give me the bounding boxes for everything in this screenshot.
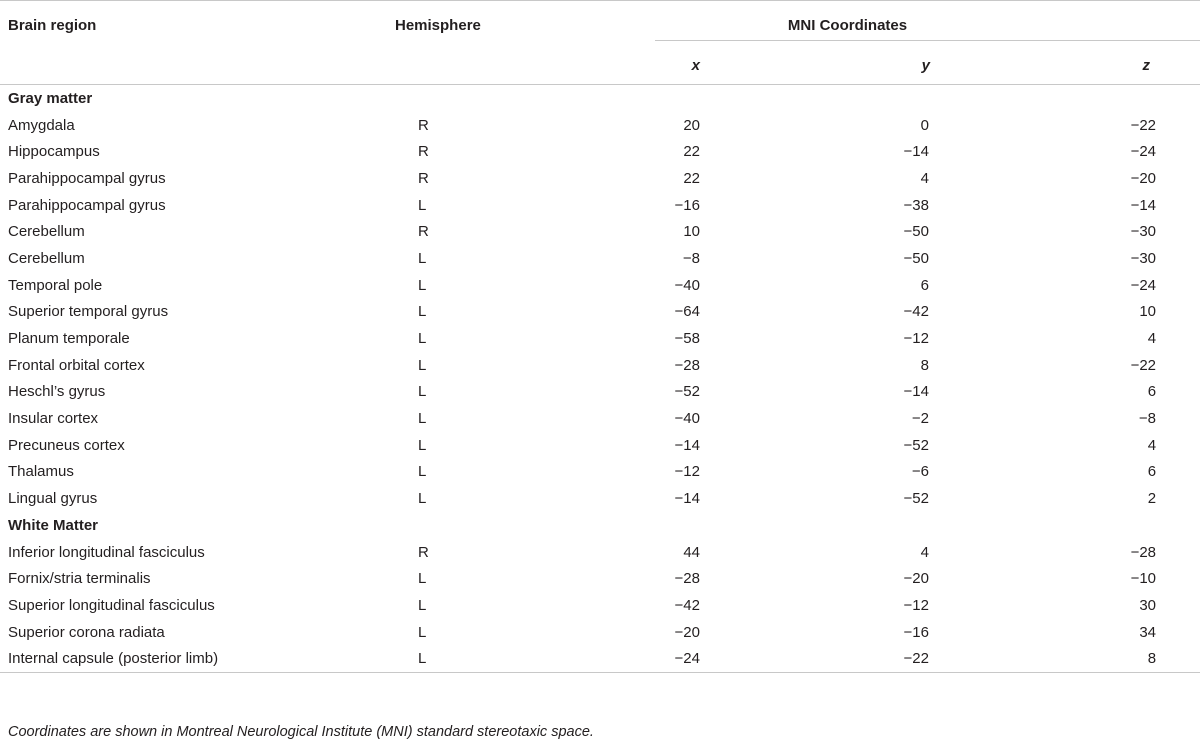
cell-z: 8 xyxy=(977,645,1200,672)
table-row xyxy=(0,432,1200,459)
cell-region: Planum temporale xyxy=(8,330,130,348)
table-row xyxy=(0,218,1200,245)
cell-y: −52 xyxy=(903,436,929,454)
cell-x: −40 xyxy=(674,410,700,428)
cell-region: Thalamus xyxy=(8,463,74,481)
cell-y: −12 xyxy=(903,596,929,614)
cell-x: −40 xyxy=(674,276,700,294)
cell-region: Parahippocampal gyrus xyxy=(8,196,166,214)
cell-z: 34 xyxy=(1139,623,1157,641)
table-header xyxy=(0,1,1200,85)
cell-region: Amygdala xyxy=(8,116,75,134)
cell-hemisphere: R xyxy=(418,223,429,241)
table-footnote: Coordinates are shown in Montreal Neurological Institute (MNI) standard stereotaxic space. xyxy=(8,724,594,740)
table-row xyxy=(0,645,1200,672)
cell-region: Frontal orbital cortex xyxy=(8,356,145,374)
cell-region: Internal capsule (posterior limb) xyxy=(0,645,395,672)
cell-x: −20 xyxy=(674,623,700,641)
cell-y: −14 xyxy=(903,383,929,401)
cell-region: Superior longitudinal fasciculus xyxy=(8,596,215,614)
cell-region: Superior temporal gyrus xyxy=(8,303,169,321)
cell-hemisphere: L xyxy=(418,303,427,321)
cell-x: −58 xyxy=(674,330,700,348)
cell-z: 30 xyxy=(1139,596,1157,614)
cell-x: 10 xyxy=(683,223,700,241)
cell-hemisphere: L xyxy=(418,383,427,401)
table-row xyxy=(0,459,1200,486)
header-y: y xyxy=(921,57,930,74)
cell-hemisphere: L xyxy=(418,570,427,588)
cell-z: −14 xyxy=(1130,196,1157,214)
section-row xyxy=(0,85,1200,112)
table-row xyxy=(0,245,1200,272)
header-row-1 xyxy=(0,1,1200,41)
cell-y: −12 xyxy=(903,330,929,348)
cell-hemisphere: L xyxy=(418,330,427,348)
cell-x: −28 xyxy=(674,356,700,374)
table-row xyxy=(0,592,1200,619)
cell-z: −28 xyxy=(1130,543,1157,561)
cell-hemisphere: L xyxy=(418,623,427,641)
table-row xyxy=(0,165,1200,192)
cell-hemisphere: L xyxy=(418,596,427,614)
header-x: x xyxy=(691,57,700,74)
cell-hemisphere: R xyxy=(418,169,429,187)
cell-x: −64 xyxy=(674,303,700,321)
cell-z: 6 xyxy=(1147,383,1157,401)
cell-x: −12 xyxy=(674,463,700,481)
cell-hemisphere: L xyxy=(418,249,427,267)
cell-x: 22 xyxy=(683,169,700,187)
cell-x: 44 xyxy=(683,543,700,561)
cell-x: −16 xyxy=(674,196,700,214)
cell-region: Precuneus cortex xyxy=(8,436,125,454)
cell-z: −22 xyxy=(1130,356,1157,374)
table-row xyxy=(0,565,1200,592)
cell-x: 22 xyxy=(683,143,700,161)
table-row xyxy=(0,299,1200,326)
cell-z: −22 xyxy=(1130,116,1157,134)
table-row xyxy=(0,325,1200,352)
table-row xyxy=(0,138,1200,165)
cell-y: 4 xyxy=(920,169,929,187)
table-row xyxy=(0,539,1200,566)
header-mni-label: MNI Coordinates xyxy=(787,17,908,34)
cell-y: 8 xyxy=(920,356,929,374)
cell-hemisphere: L xyxy=(418,196,427,214)
cell-y: −6 xyxy=(911,463,929,481)
table-row xyxy=(0,379,1200,406)
cell-y: 0 xyxy=(920,116,929,134)
cell-z: −30 xyxy=(1130,249,1157,267)
header-brain-region: Brain region xyxy=(0,1,395,41)
cell-z: 2 xyxy=(1147,490,1157,508)
cell-region: Lingual gyrus xyxy=(8,490,98,508)
table-body xyxy=(0,85,1200,673)
cell-region: Temporal pole xyxy=(8,276,103,294)
cell-y: 6 xyxy=(920,276,929,294)
header-z: z xyxy=(1142,57,1151,74)
cell-y: −50 xyxy=(903,223,929,241)
cell-z: 4 xyxy=(1147,330,1157,348)
header-empty-1 xyxy=(0,41,395,85)
cell-x: 20 xyxy=(683,116,700,134)
cell-x: −14 xyxy=(674,436,700,454)
header-mni-coordinates xyxy=(655,1,1200,41)
cell-y: −38 xyxy=(903,196,929,214)
cell-y: 4 xyxy=(920,543,929,561)
cell-z: −24 xyxy=(1130,276,1157,294)
cell-x: −14 xyxy=(674,490,700,508)
cell-hemisphere: R xyxy=(418,116,429,134)
header-row-2 xyxy=(0,41,1200,85)
header-empty-2 xyxy=(395,41,655,85)
cell-y: −42 xyxy=(903,303,929,321)
cell-z: −24 xyxy=(1130,143,1157,161)
cell-hemisphere: L xyxy=(418,490,427,508)
cell-region: Heschl’s gyrus xyxy=(8,383,106,401)
cell-hemisphere: R xyxy=(418,543,429,561)
section-title: White Matter xyxy=(8,516,98,534)
cell-z: −8 xyxy=(1138,410,1157,428)
cell-y: −22 xyxy=(712,645,977,672)
cell-region: Insular cortex xyxy=(8,410,99,428)
cell-z: −10 xyxy=(1130,570,1157,588)
table-row xyxy=(0,112,1200,139)
table-row xyxy=(0,272,1200,299)
cell-x: −8 xyxy=(682,249,700,267)
cell-y: −50 xyxy=(903,249,929,267)
cell-x: −24 xyxy=(655,645,712,672)
cell-region: Cerebellum xyxy=(8,223,85,241)
section-row xyxy=(0,512,1200,539)
table-row xyxy=(0,352,1200,379)
cell-hemisphere: L xyxy=(418,276,427,294)
cell-x: −28 xyxy=(674,570,700,588)
table-row xyxy=(0,192,1200,219)
cell-region: Parahippocampal gyrus xyxy=(8,169,166,187)
cell-hemisphere: R xyxy=(418,143,429,161)
cell-hemisphere: L xyxy=(418,410,427,428)
cell-region: Fornix/stria terminalis xyxy=(8,570,151,588)
cell-z: −20 xyxy=(1130,169,1157,187)
cell-z: 6 xyxy=(1147,463,1157,481)
cell-x: −42 xyxy=(674,596,700,614)
cell-y: −14 xyxy=(903,143,929,161)
header-hemisphere-label: Hemisphere xyxy=(395,17,481,34)
cell-z: −30 xyxy=(1130,223,1157,241)
table-row xyxy=(0,405,1200,432)
cell-region: Superior corona radiata xyxy=(8,623,165,641)
cell-y: −52 xyxy=(903,490,929,508)
cell-z: 10 xyxy=(1139,303,1157,321)
cell-y: −16 xyxy=(903,623,929,641)
cell-z: 4 xyxy=(1147,436,1157,454)
cell-region: Inferior longitudinal fasciculus xyxy=(8,543,205,561)
cell-hemisphere: L xyxy=(418,436,427,454)
section-title: Gray matter xyxy=(0,85,1200,112)
cell-hemisphere: L xyxy=(395,645,655,672)
cell-y: −20 xyxy=(903,570,929,588)
cell-region: Hippocampus xyxy=(8,143,100,161)
table-row xyxy=(0,619,1200,646)
table-row xyxy=(0,485,1200,512)
cell-hemisphere: L xyxy=(418,463,427,481)
cell-hemisphere: L xyxy=(418,356,427,374)
cell-y: −2 xyxy=(911,410,929,428)
cell-region: Cerebellum xyxy=(8,249,85,267)
cell-x: −52 xyxy=(674,383,700,401)
